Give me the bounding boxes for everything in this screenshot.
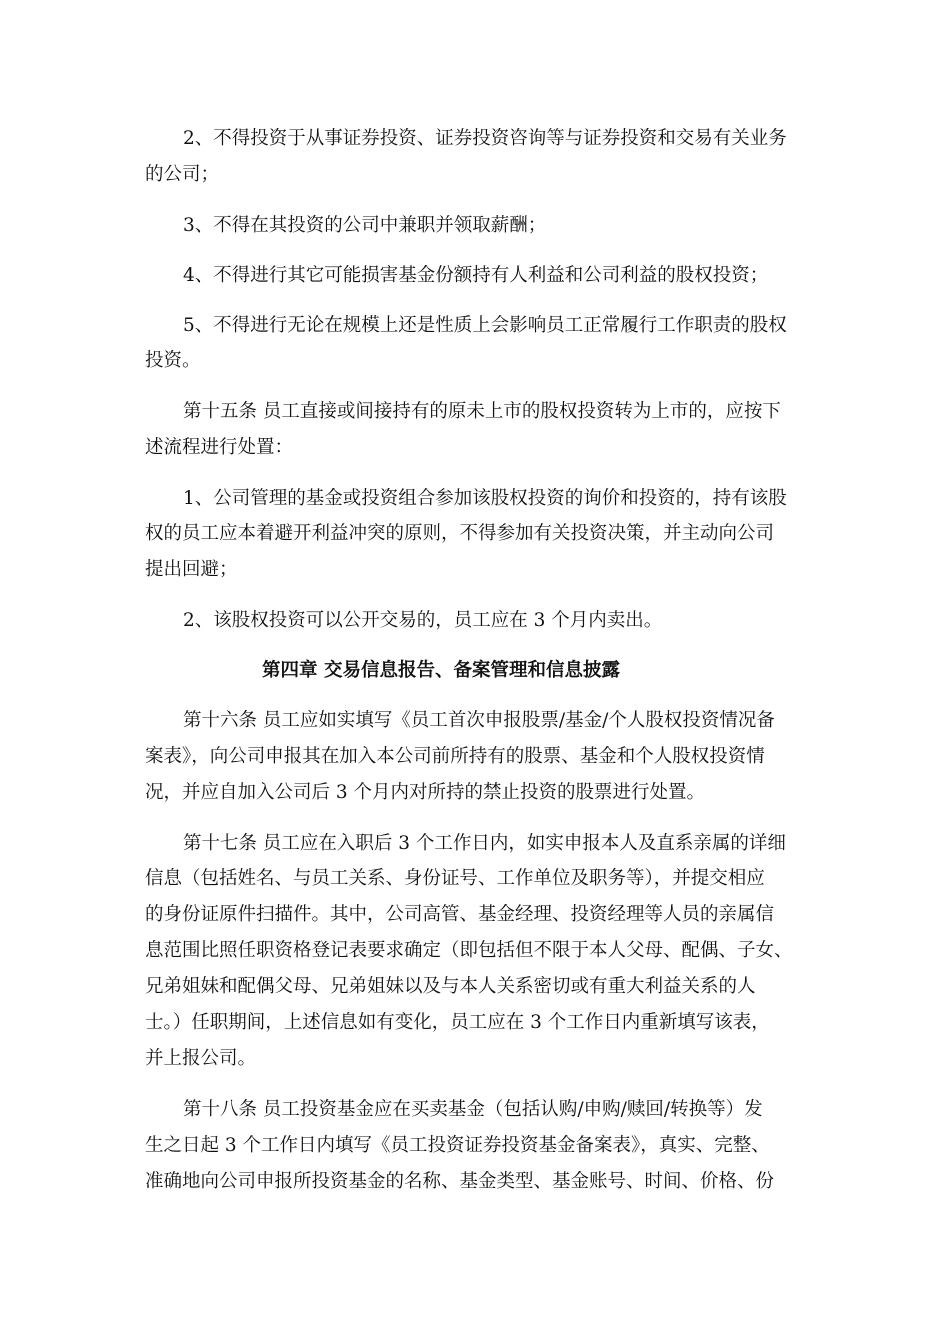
text-line: 士。）任职期间，上述信息如有变化，员工应在 3 个工作日内重新填写该表， xyxy=(145,1012,770,1033)
text-line: 投资。 xyxy=(145,350,201,371)
article-15: 第十五条 员工直接或间接持有的原未上市的股权投资转为上市的，应按下 xyxy=(183,401,781,422)
text-line: 生之日起 3 个工作日内填写《员工投资证券投资基金备案表》，真实、完整、 xyxy=(145,1135,770,1156)
chapter-heading: 第四章 交易信息报告、备案管理和信息披露 xyxy=(262,660,620,681)
text-line: 5、不得进行无论在规模上还是性质上会影响员工正常履行工作职责的股权 xyxy=(183,315,787,336)
article-18: 第十八条 员工投资基金应在买卖基金（包括认购/申购/赎回/转换等）发 xyxy=(183,1099,763,1120)
text-line: 提出回避； xyxy=(145,559,238,580)
text-line: 息范围比照任职资格登记表要求确定（即包括但不限于本人父母、配偶、子女、 xyxy=(145,940,793,961)
text-line: 2、该股权投资可以公开交易的，员工应在 3 个月内卖出。 xyxy=(183,610,663,631)
article-17: 第十七条 员工应在入职后 3 个工作日内，如实申报本人及直系亲属的详细 xyxy=(183,833,786,854)
text-line: 案表》，向公司申报其在加入本公司前所持有的股票、基金和个人股权投资情 xyxy=(145,746,765,767)
text-line: 3、不得在其投资的公司中兼职并领取薪酬； xyxy=(183,215,547,236)
text-line: 并上报公司。 xyxy=(145,1048,257,1069)
text-line: 述流程进行处置： xyxy=(145,437,294,458)
text-line: 的公司； xyxy=(145,164,220,185)
text-line: 4、不得进行其它可能损害基金份额持有人利益和公司利益的股权投资； xyxy=(183,265,769,286)
text-line: 的身份证原件扫描件。其中，公司高管、基金经理、投资经理等人员的亲属信 xyxy=(145,904,775,925)
text-line: 信息（包括姓名、与员工关系、身份证号、工作单位及职务等），并提交相应 xyxy=(145,868,765,889)
text-line: 权的员工应本着避开利益冲突的原则，不得参加有关投资决策，并主动向公司 xyxy=(145,523,775,544)
text-line: 兄弟姐妹和配偶父母、兄弟姐妹以及与本人关系密切或有重大利益关系的人 xyxy=(145,976,756,997)
text-line: 况，并应自加入公司后 3 个月内对所持的禁止投资的股票进行处置。 xyxy=(145,782,706,803)
article-16: 第十六条 员工应如实填写《员工首次申报股票/基金/个人股权投资情况备 xyxy=(183,710,775,731)
text-line: 准确地向公司申报所投资基金的名称、基金类型、基金账号、时间、价格、份 xyxy=(145,1171,775,1192)
text-line: 1、公司管理的基金或投资组合参加该股权投资的询价和投资的，持有该股 xyxy=(183,488,787,509)
text-line: 2、不得投资于从事证券投资、证券投资咨询等与证券投资和交易有关业务 xyxy=(183,128,787,149)
